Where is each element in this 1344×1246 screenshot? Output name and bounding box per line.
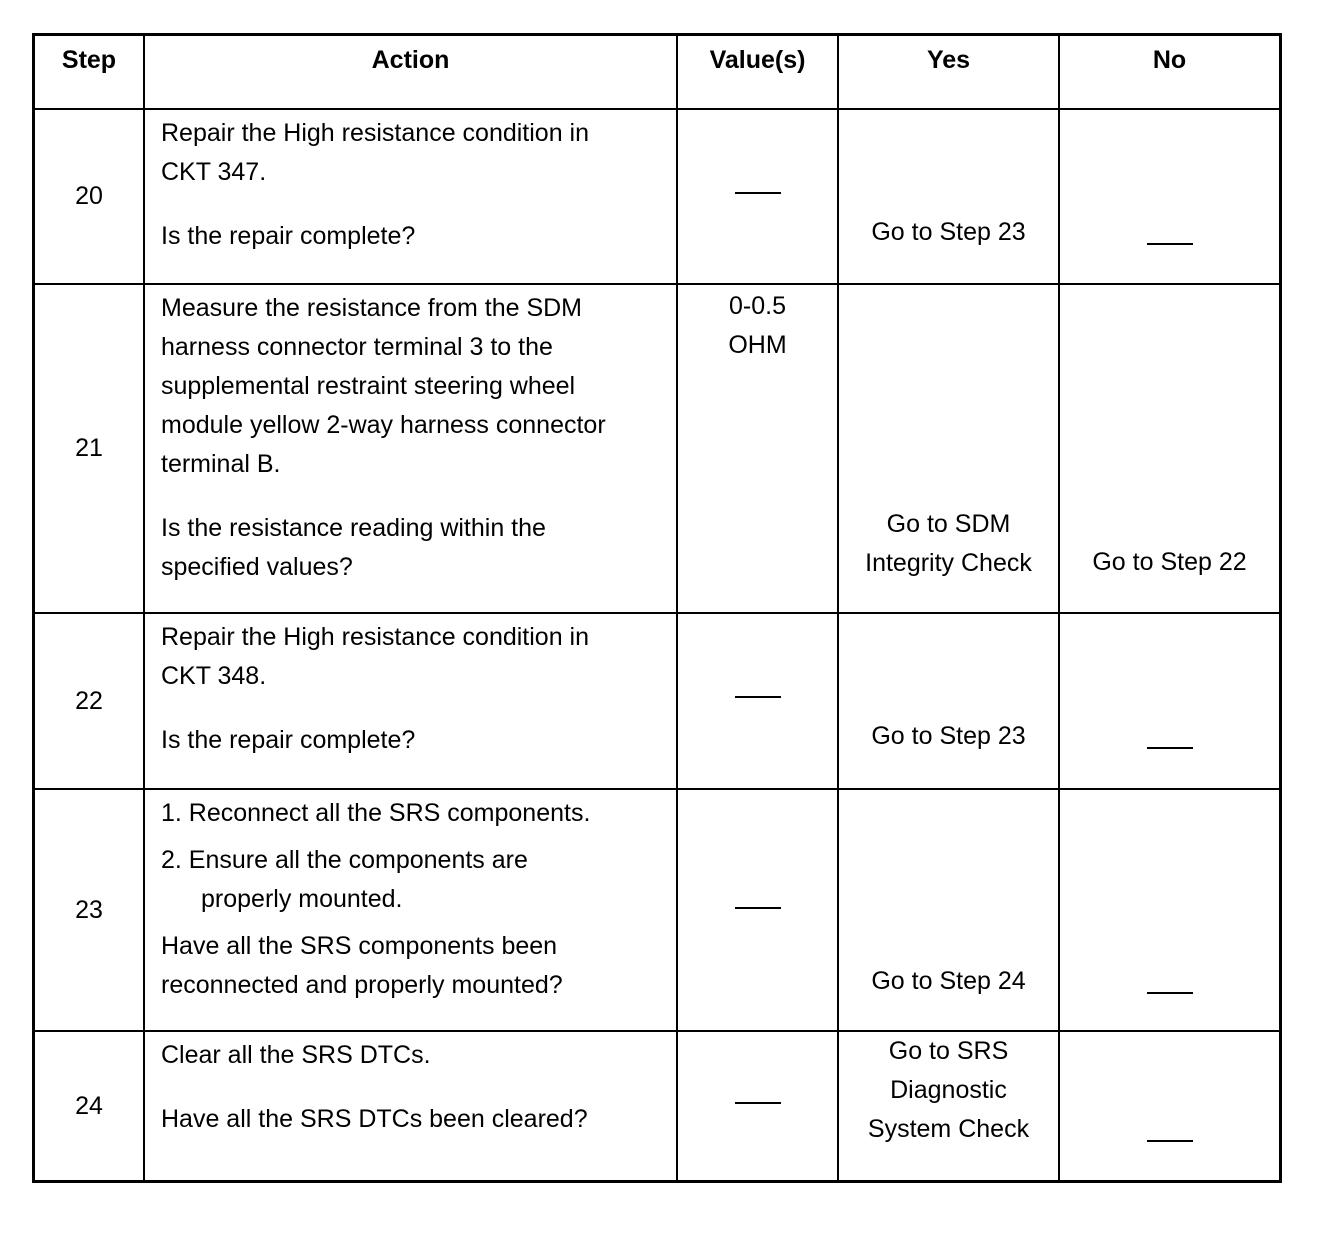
yes-text: Diagnostic: [890, 1076, 1007, 1104]
action-cell: [145, 285, 678, 614]
step-number: [35, 1032, 145, 1180]
action-question: Have all the SRS DTCs been cleared?: [161, 1105, 588, 1133]
list-item: 1. Reconnect all the SRS components.: [161, 799, 591, 827]
yes-cell: [839, 1032, 1060, 1180]
step-number-text: 20: [75, 182, 103, 210]
action-line: CKT 348.: [161, 662, 267, 690]
header-action: Action: [145, 36, 678, 110]
action-question: Is the repair complete?: [161, 726, 416, 754]
yes-cell: [839, 285, 1060, 614]
action-cell: [145, 110, 678, 285]
yes-text: Integrity Check: [865, 549, 1032, 577]
list-item-continuation: properly mounted.: [201, 885, 403, 913]
action-line: module yellow 2-way harness connector: [161, 411, 606, 439]
empty-dash: [1147, 243, 1193, 245]
step-number-text: 21: [75, 434, 103, 462]
list-item: 2. Ensure all the components are: [161, 846, 528, 874]
diagnostic-table: [32, 33, 1282, 1183]
empty-dash: [1147, 992, 1193, 994]
no-text: Go to Step 22: [1092, 548, 1247, 576]
yes-text: Go to SRS: [888, 1037, 1009, 1065]
step-number: [35, 790, 145, 1032]
action-line: terminal B.: [161, 450, 281, 478]
yes-cell: [839, 110, 1060, 285]
empty-dash: [735, 696, 781, 698]
action-line: supplemental restraint steering wheel: [161, 372, 576, 400]
header-values: Value(s): [678, 36, 839, 110]
action-line: Clear all the SRS DTCs.: [161, 1041, 431, 1069]
action-cell: [145, 790, 678, 1032]
action-question: Is the repair complete?: [161, 222, 416, 250]
value-cell: [678, 614, 839, 790]
action-cell: [145, 614, 678, 790]
value-text: OHM: [728, 331, 787, 359]
empty-dash: [735, 907, 781, 909]
action-line: Measure the resistance from the SDM: [161, 294, 582, 322]
action-question: reconnected and properly mounted?: [161, 971, 563, 999]
action-question: Is the resistance reading within the: [161, 514, 546, 542]
action-line: harness connector terminal 3 to the: [161, 333, 553, 361]
empty-dash: [735, 192, 781, 194]
step-number-text: 23: [75, 895, 103, 924]
header-yes: Yes: [839, 36, 1060, 110]
action-question: Have all the SRS components been: [161, 932, 558, 960]
action-line: Repair the High resistance condition in: [161, 623, 590, 651]
value-cell: [678, 285, 839, 614]
action-line: Repair the High resistance condition in: [161, 119, 590, 147]
action-question: specified values?: [161, 553, 353, 581]
empty-dash: [735, 1102, 781, 1104]
no-cell: [1060, 285, 1279, 614]
no-cell: [1060, 1032, 1279, 1180]
header-no: No: [1060, 36, 1279, 110]
value-cell: [678, 1032, 839, 1180]
step-number-text: 22: [75, 686, 103, 715]
step-number: [35, 110, 145, 285]
value-text: 0-0.5: [729, 292, 786, 320]
action-cell: [145, 1032, 678, 1180]
yes-text: Go to Step 23: [871, 218, 1026, 246]
yes-text: Go to SDM: [886, 510, 1011, 538]
header-step: Step: [35, 36, 145, 110]
action-line: CKT 347.: [161, 158, 267, 186]
step-number: [35, 285, 145, 614]
empty-dash: [1147, 1140, 1193, 1142]
yes-text: System Check: [867, 1115, 1030, 1143]
value-cell: [678, 110, 839, 285]
empty-dash: [1147, 747, 1193, 749]
step-number: [35, 614, 145, 790]
step-number-text: 24: [75, 1091, 103, 1120]
no-cell: [1060, 614, 1279, 790]
yes-text: Go to Step 23: [871, 722, 1026, 750]
yes-text: Go to Step 24: [871, 967, 1026, 995]
no-cell: [1060, 790, 1279, 1032]
value-cell: [678, 790, 839, 1032]
yes-cell: [839, 790, 1060, 1032]
no-cell: [1060, 110, 1279, 285]
yes-cell: [839, 614, 1060, 790]
